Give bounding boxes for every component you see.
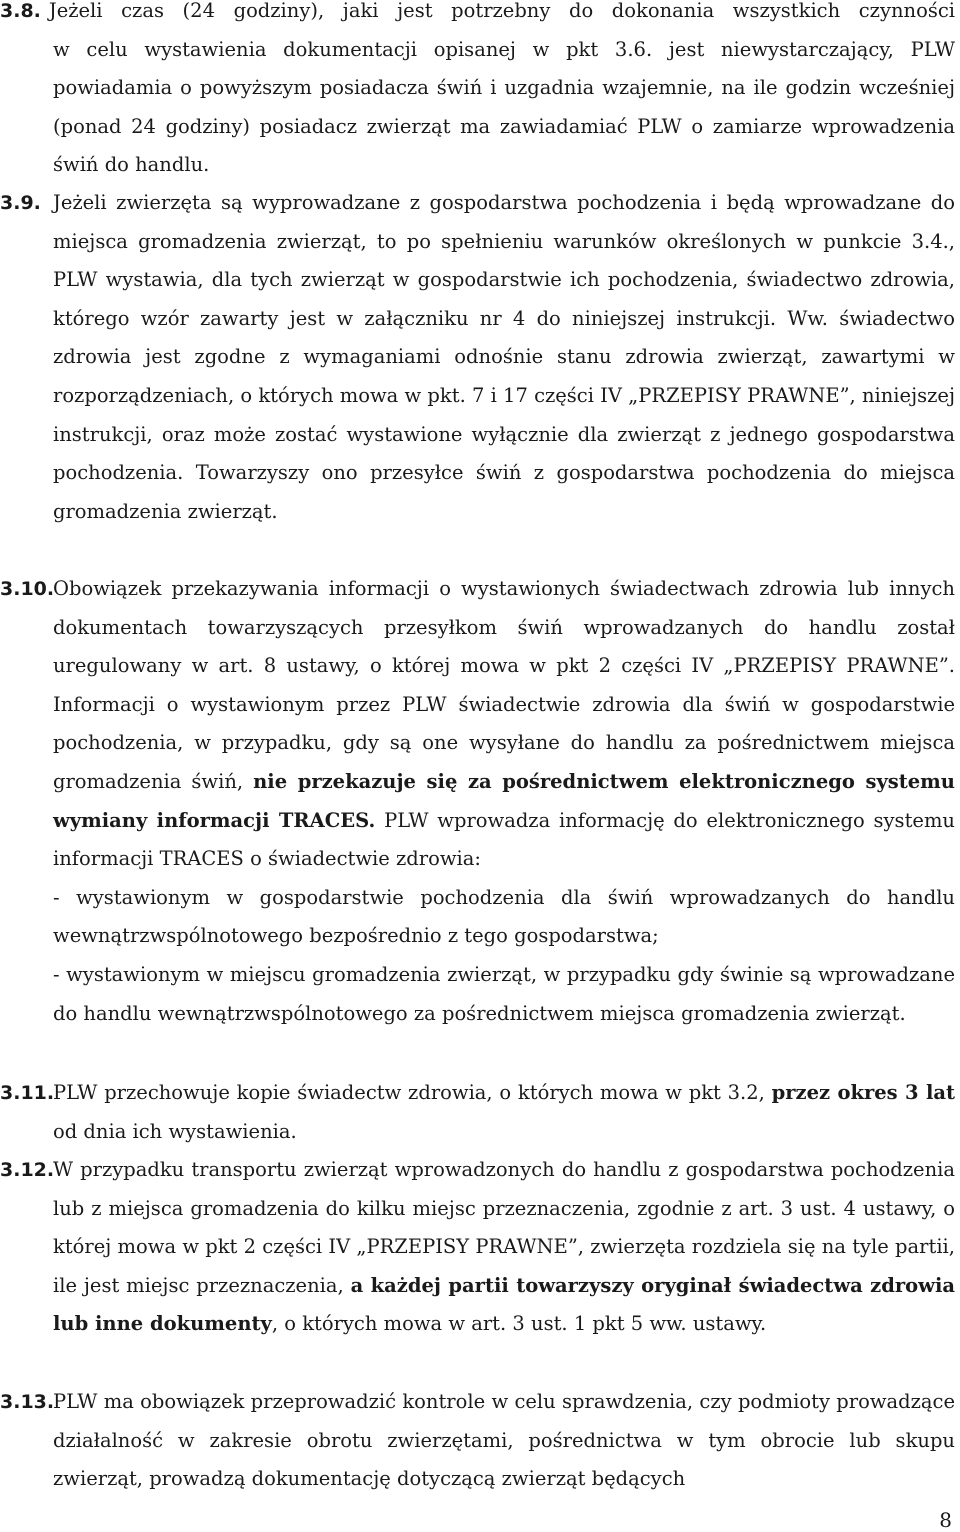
section-number: 3.13. [0, 1391, 55, 1413]
list-item: - wystawionym w miejscu gromadzenia zwierząt, w przypadku gdy świnie są wprowadzane do handlu wewnątrzwspólnotowego za pośrednictwem miejsca gromadzenia zwierząt. [53, 962, 955, 1025]
section-text: W przypadku transportu zwierząt wprowadzonych do handlu z gospodarstwa pochodzenia lub z miejsca gromadzenia do kilku miejsc przeznaczenia, zgodnie z art. 3 ust. 4 ustawy, o której mowa w pkt 2 części IV „PRZEPISY PRAWNE”, zwierzęta rozdziela się na tyle partii, ile jest miejsc przeznaczenia, [53, 1158, 955, 1297]
section-3-10 [0, 570, 955, 1033]
section-text: od dnia ich wystawienia. [53, 1119, 297, 1143]
page-number: 8 [939, 1508, 952, 1532]
section-text: PLW wprowadza informację do elektronicznego systemu informacji TRACES o świadectwie zdrowia: [53, 808, 955, 871]
section-text-rest: w celu wystawienia dokumentacji opisanej w pkt 3.6. jest niewystarczający, PLW powiadamia o powyższym posiadacza świń i uzgadnia wzajemnie, na ile godzin wcześniej (ponad 24 godziny) posiadacz zwierząt ma zawiadamiać PLW o zamiarze wprowadzenia świń do handlu. [53, 37, 955, 177]
section-text: Jeżeli zwierzęta są wyprowadzane z gospodarstwa pochodzenia i będą wprowadzane do miejsca gromadzenia zwierząt, to po spełnieniu warunków określonych w punkcie 3.4., PLW wystawia, dla tych zwierząt w gospodarstwie ich pochodzenia, świadectwo zdrowia, którego wzór zawarty jest w załączniku nr 4 do niniejszej instrukcji. Ww. świadectwo zdrowia jest zgodne z wymaganiami odnośnie stanu zdrowia zwierząt, zawartymi w rozporządzeniach, o których mowa w pkt. 7 i 17 części IV „PRZEPISY PRAWNE”, niniejszej instrukcji, oraz może zostać wystawione wyłącznie dla zwierząt z jednego gospodarstwa pochodzenia. Towarzyszy ono przesyłce świń z gospodarstwa pochodzenia do miejsca gromadzenia zwierząt. [53, 191, 955, 523]
section-3-9 [0, 184, 955, 531]
section-number: 3.12. [0, 1159, 55, 1181]
section-text: PLW ma obowiązek przeprowadzić kontrole w celu sprawdzenia, czy podmioty prowadzące działalność w zakresie obrotu zwierzętami, pośrednictwa w tym obrocie lub skupu zwierząt, prowadzą dokumentację dotyczącą zwierząt będących [53, 1390, 955, 1491]
section-3-13 [0, 1383, 955, 1499]
section-number: 3.10. [0, 578, 55, 600]
section-number: 3.8. [0, 0, 41, 22]
section-text: Obowiązek przekazywania informacji o wystawionych świadectwach zdrowia lub innych dokumentach towarzyszących przesyłkom świń wprowadzanych do handlu został uregulowany w art. 8 ustawy, o której mowa w pkt 2 części IV „PRZEPISY PRAWNE”. Informacji o wystawionym przez PLW świadectwie zdrowia dla świń w gospodarstwie pochodzenia, w przypadku, gdy są one wysyłane do handlu za pośrednictwem miejsca gromadzenia świń, [53, 577, 955, 793]
section-number: 3.11. [0, 1082, 55, 1104]
section-text: PLW przechowuje kopie świadectw zdrowia, o których mowa w pkt 3.2, [53, 1081, 765, 1104]
section-text-bold: przez okres 3 lat [771, 1081, 955, 1104]
section-text-bold: nie przekazuje się za pośrednictwem elektronicznego systemu wymiany informacji TRACES. [53, 769, 955, 832]
section-3-11 [0, 1074, 955, 1151]
list-item: - wystawionym w gospodarstwie pochodzenia dla świń wprowadzanych do handlu wewnątrzwspólnotowego bezpośrednio z tego gospodarstwa; [53, 885, 955, 948]
section-text-line1: Jeżeli czas (24 godziny), jaki jest potrzebny do dokonania wszystkich czynności [48, 0, 955, 22]
section-text-bold: a każdej partii towarzyszy oryginał świadectwa zdrowia lub inne dokumenty [53, 1273, 956, 1336]
section-3-8 [0, 0, 955, 185]
section-3-12 [0, 1151, 956, 1344]
section-text: , o których mowa w art. 3 ust. 1 pkt 5 ww. ustawy. [271, 1312, 767, 1336]
section-number: 3.9. [0, 192, 41, 214]
